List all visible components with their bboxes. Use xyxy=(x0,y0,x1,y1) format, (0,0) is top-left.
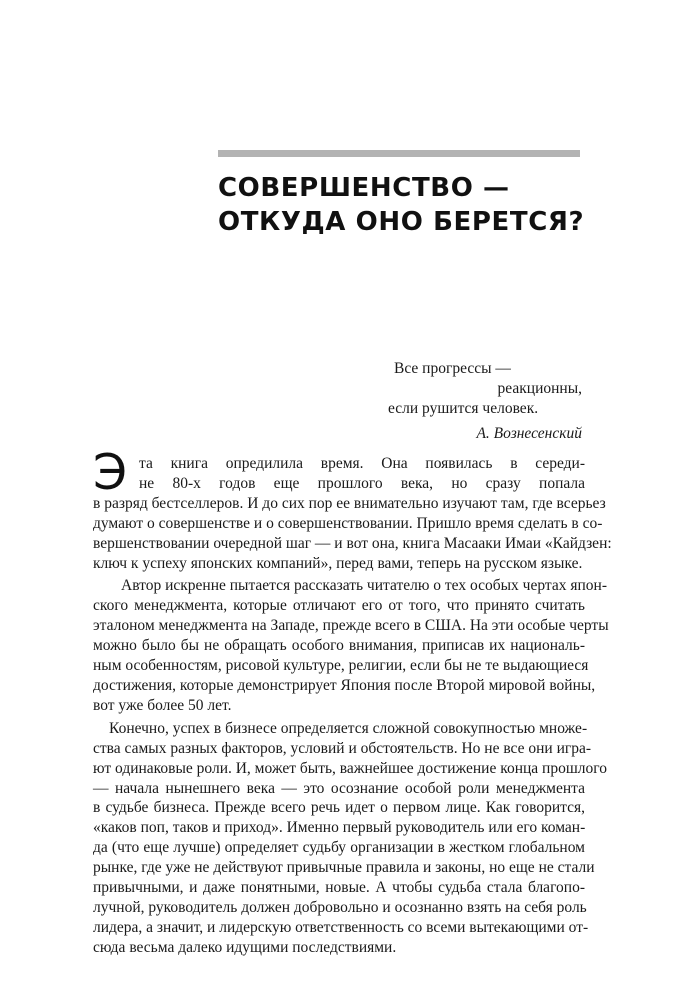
epigraph-line-2: реакционны, xyxy=(497,380,582,398)
paragraph-line: ным особенностям, рисовой культуре, религии, если бы не те выдающиеся xyxy=(93,657,589,675)
paragraph-line: лидера, а значит, и лидерскую ответственность со всеми вытекающими от- xyxy=(93,918,589,936)
paragraph-line: рынке, где уже не действуют привычные правила и законы, но еще не стали xyxy=(93,859,595,877)
paragraph-line: лучной, руководитель должен добровольно и осознанно взять на себя роль xyxy=(93,898,587,916)
body-text xyxy=(93,454,612,958)
paragraph-line: думают о совершенстве и о совершенствовании. Пришло время сделать в со- xyxy=(93,514,603,532)
paragraph-line: — начала нынешнего века — это осознание особой роли менеджмента xyxy=(93,779,585,797)
paragraph-line: ства самых разных факторов, условий и обстоятельств. Но не все они игра- xyxy=(93,739,592,757)
paragraph-3 xyxy=(93,719,607,958)
epigraph-line-3: если рушится человек. xyxy=(388,400,539,418)
epigraph-line-1: Все прогрессы — xyxy=(394,360,511,377)
paragraph-line: ского менеджмента, которые отличают его от того, что принято считать xyxy=(93,597,585,615)
chapter-title-line-1: СОВЕРШЕНСТВО — xyxy=(218,173,510,203)
paragraph-line: та книга опредилила время. Она появилась в середи- xyxy=(139,455,585,472)
paragraph-1 xyxy=(93,454,612,573)
chapter-title xyxy=(218,171,618,239)
drop-cap: Э xyxy=(93,444,128,501)
paragraph-line: Автор искренне пытается рассказать читателю о тех особых чертах япон- xyxy=(121,577,607,595)
chapter-top-rule xyxy=(218,150,580,157)
paragraph-line: в судьбе бизнеса. Прежде всего речь идет о первом лице. Как говорится, xyxy=(93,799,585,817)
paragraph-line: вершенствовании очередной шаг — и вот она, книга Масааки Имаи «Кайдзен: xyxy=(93,534,612,552)
paragraph-line: достижения, которые демонстрирует Япония после Второй мировой войны, xyxy=(93,676,596,694)
paragraph-line: привычными, и даже понятными, новые. А чтобы судьба стала благопо- xyxy=(93,879,585,897)
paragraph-line: ют одинаковые роли. И, может быть, важнейшее достижение конца прошлого xyxy=(93,759,607,777)
paragraph-2 xyxy=(93,576,609,715)
paragraph-line: не 80-х годов еще прошлого века, но сразу попала xyxy=(139,474,585,492)
epigraph xyxy=(380,359,582,444)
paragraph-line: ключ к успеху японских компаний», перед вами, теперь на русском языке. xyxy=(93,554,583,572)
paragraph-line: можно было бы не обращать особого внимания, приписав их националь- xyxy=(93,637,585,655)
paragraph-line: сюда весьма далеко идущими последствиями. xyxy=(93,938,397,956)
paragraph-line: вот уже более 50 лет. xyxy=(93,696,232,714)
paragraph-line: «каков поп, таков и приход». Именно первый руководитель или его коман- xyxy=(93,819,586,837)
paragraph-line: в разряд бестселлеров. И до сих пор ее внимательно изучают там, где всерьез xyxy=(93,494,606,512)
chapter-title-line-2: ОТКУДА ОНО БЕРЕТСЯ? xyxy=(218,207,585,237)
paragraph-line: да (что еще лучше) определяет судьбу организации в жестком глобальном xyxy=(93,839,585,857)
paragraph-line: эталоном менеджмента на Западе, прежде всего в США. На эти особые черты xyxy=(93,617,609,635)
epigraph-author: А. Вознесенский xyxy=(476,424,582,442)
paragraph-line: Конечно, успех в бизнесе определяется сложной совокупностью множе- xyxy=(109,719,588,737)
